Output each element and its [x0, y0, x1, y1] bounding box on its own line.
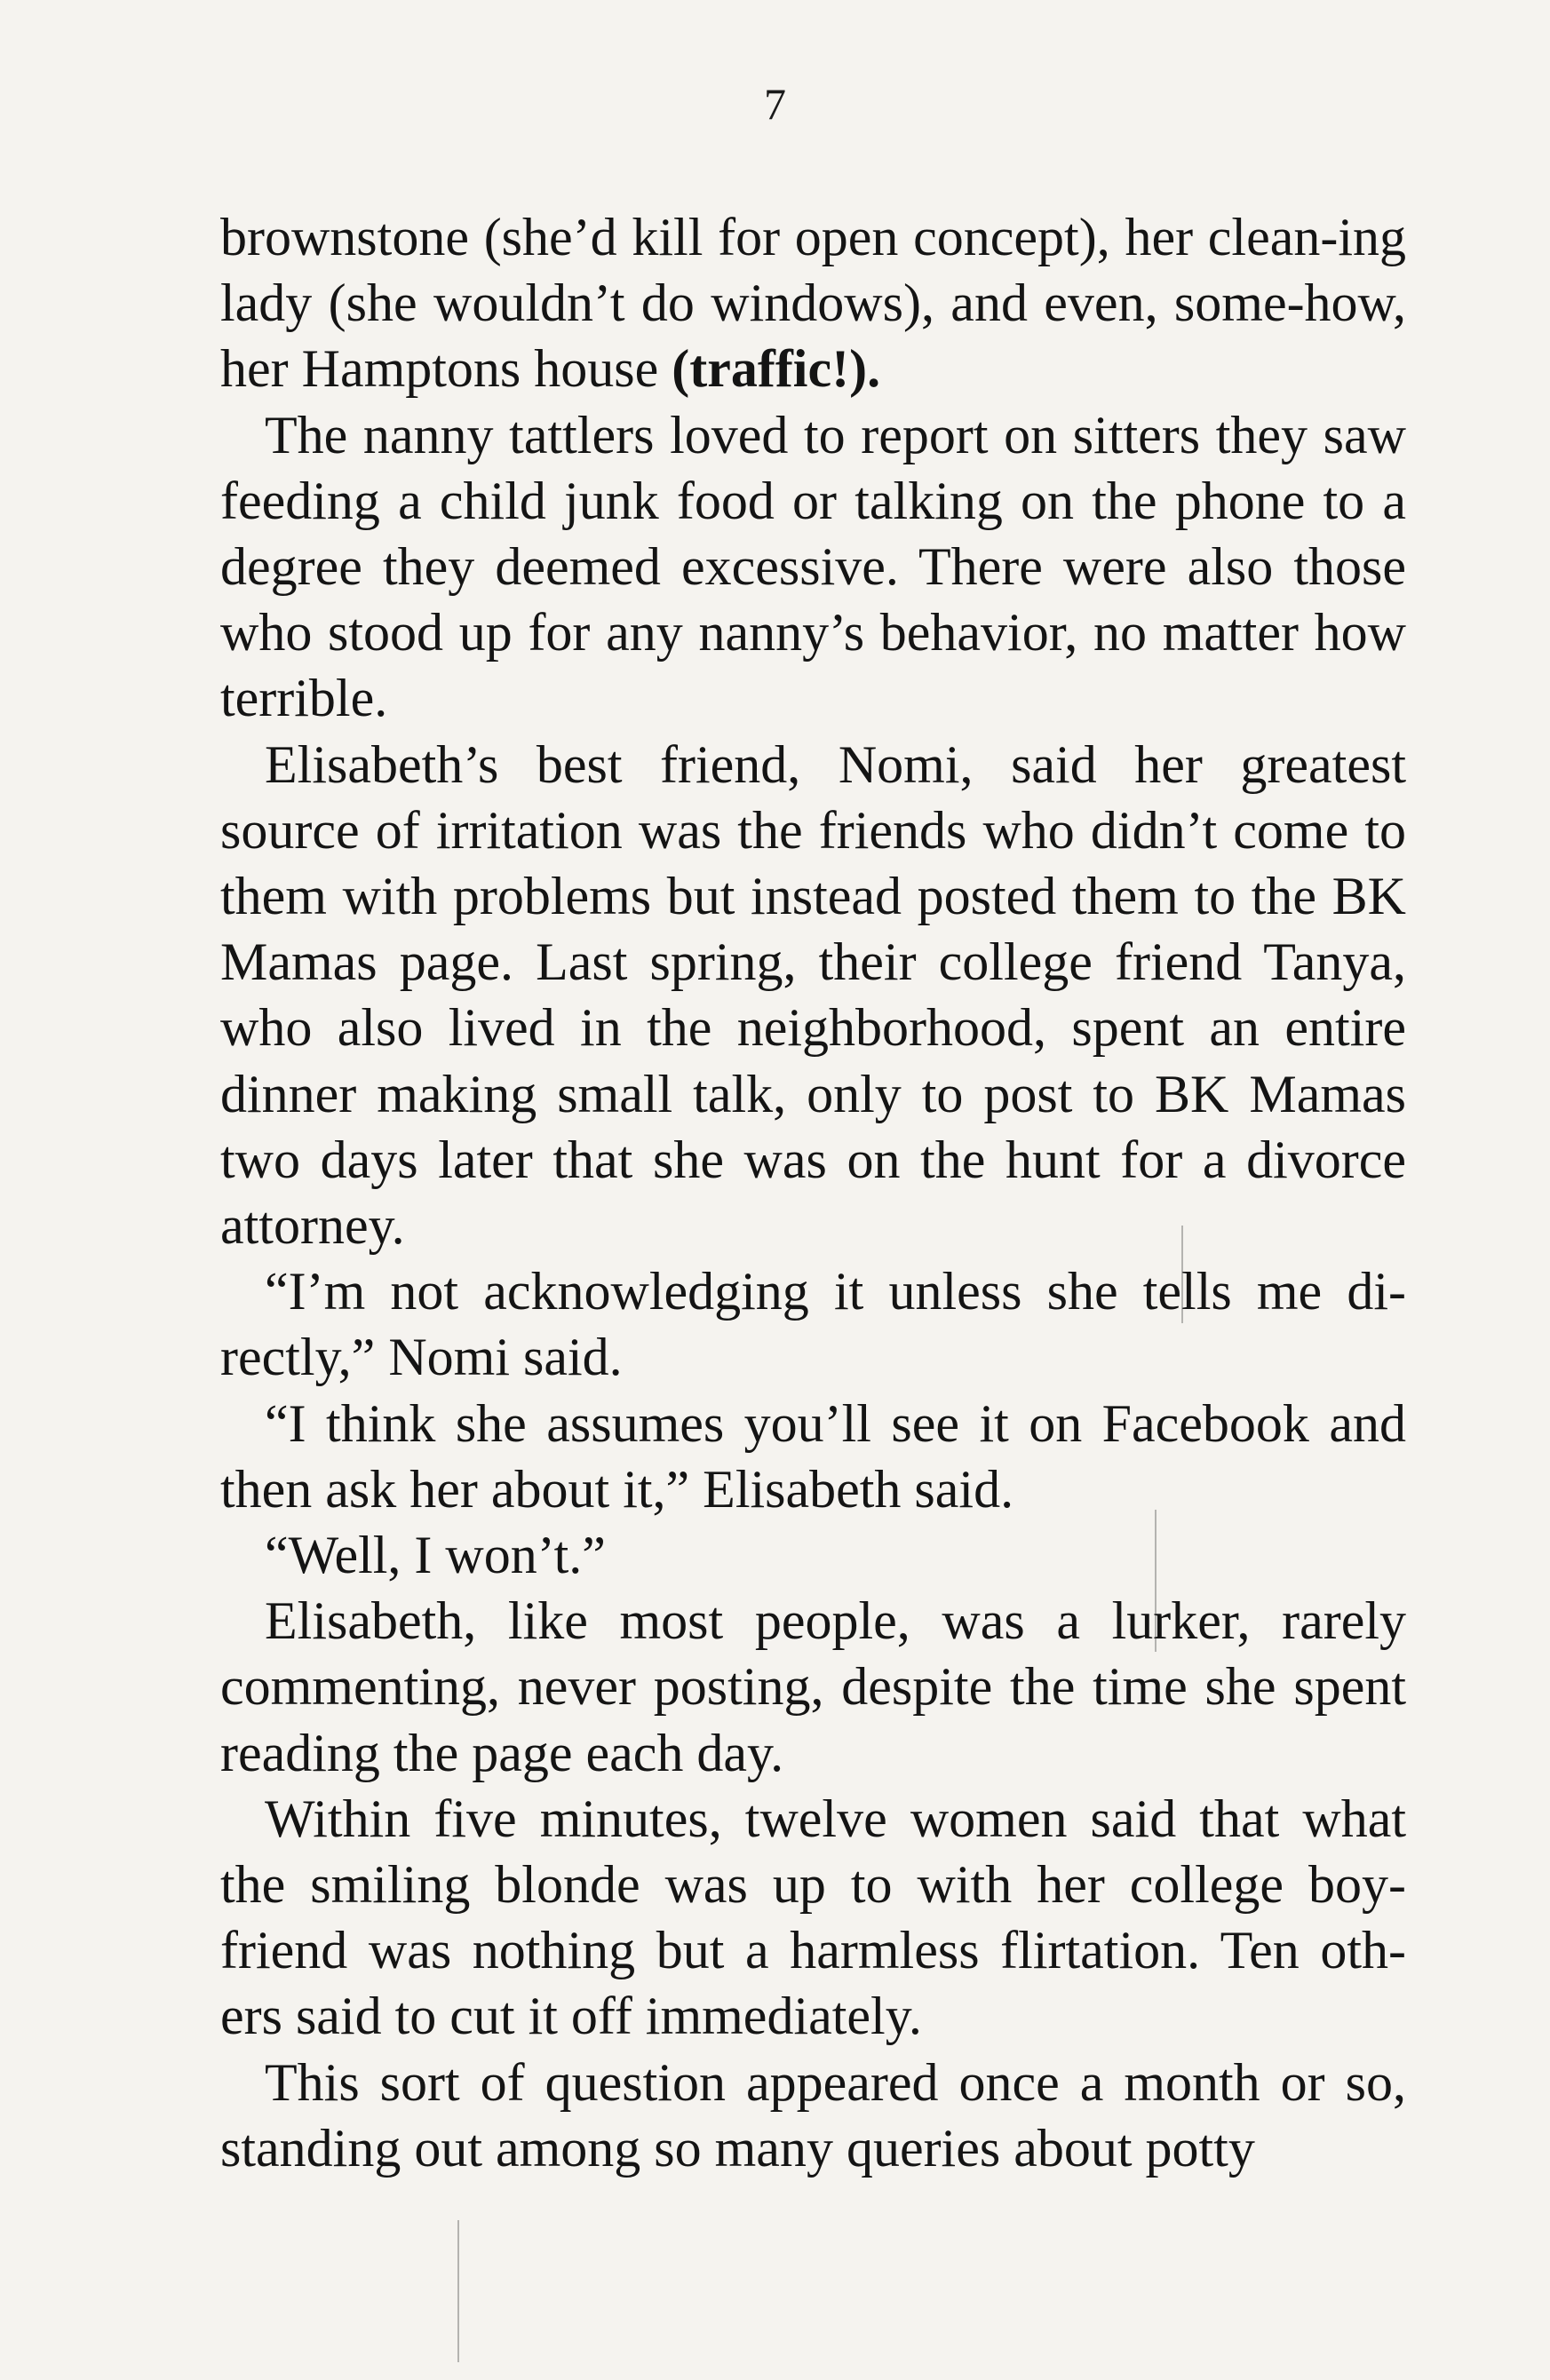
scan-artifact-line — [1181, 1226, 1183, 1323]
paragraph-8: Within five minutes, twelve women said that what the smiling blonde was up to with her college boy-friend was nothing but a harmless flirtation. Ten oth-ers said to cut it off immediately. — [220, 1789, 1406, 2046]
paragraph-1-text: brownstone (she’d kill for open concept), her clean-ing lady (she wouldn’t do windows), and even, some-how, her Hamptons house — [220, 208, 1406, 399]
body-text — [220, 204, 1406, 2181]
paragraph-9: This sort of question appeared once a month or so, standing out among so many queries about potty — [220, 2052, 1406, 2178]
paragraph-1 — [220, 204, 1406, 402]
paragraph-2: The nanny tattlers loved to report on sitters they saw feeding a child junk food or talking on the phone to a degree they deemed excessive. There were also those who stood up for any nanny’s behavior, no matter how terrible. — [220, 405, 1406, 728]
paragraph-1-bold: (traffic!). — [672, 339, 881, 399]
scan-artifact-line — [1155, 1510, 1157, 1652]
page-number: 7 — [764, 79, 786, 129]
paragraph-5: “I think she assumes you’ll see it on Facebook and then ask her about it,” Elisabeth said. — [220, 1393, 1406, 1519]
paragraph-4: “I’m not acknowledging it unless she tells me di-rectly,” Nomi said. — [220, 1262, 1406, 1387]
paragraph-6: “Well, I won’t.” — [265, 1526, 606, 1585]
paragraph-3: Elisabeth’s best friend, Nomi, said her greatest source of irritation was the friends who didn’t come to them with problems but instead posted them to the BK Mamas page. Last spring, their college friend Tanya, who also lived in the neighborhood, spent an entire dinner making small talk, only to post to BK Mamas two days later that she was on the hunt for a divorce attorney. — [220, 734, 1406, 1256]
scan-artifact-line — [457, 2220, 459, 2362]
paragraph-7: Elisabeth, like most people, was a lurker, rarely commenting, never posting, despite the time she spent reading the page each day. — [220, 1591, 1406, 1782]
